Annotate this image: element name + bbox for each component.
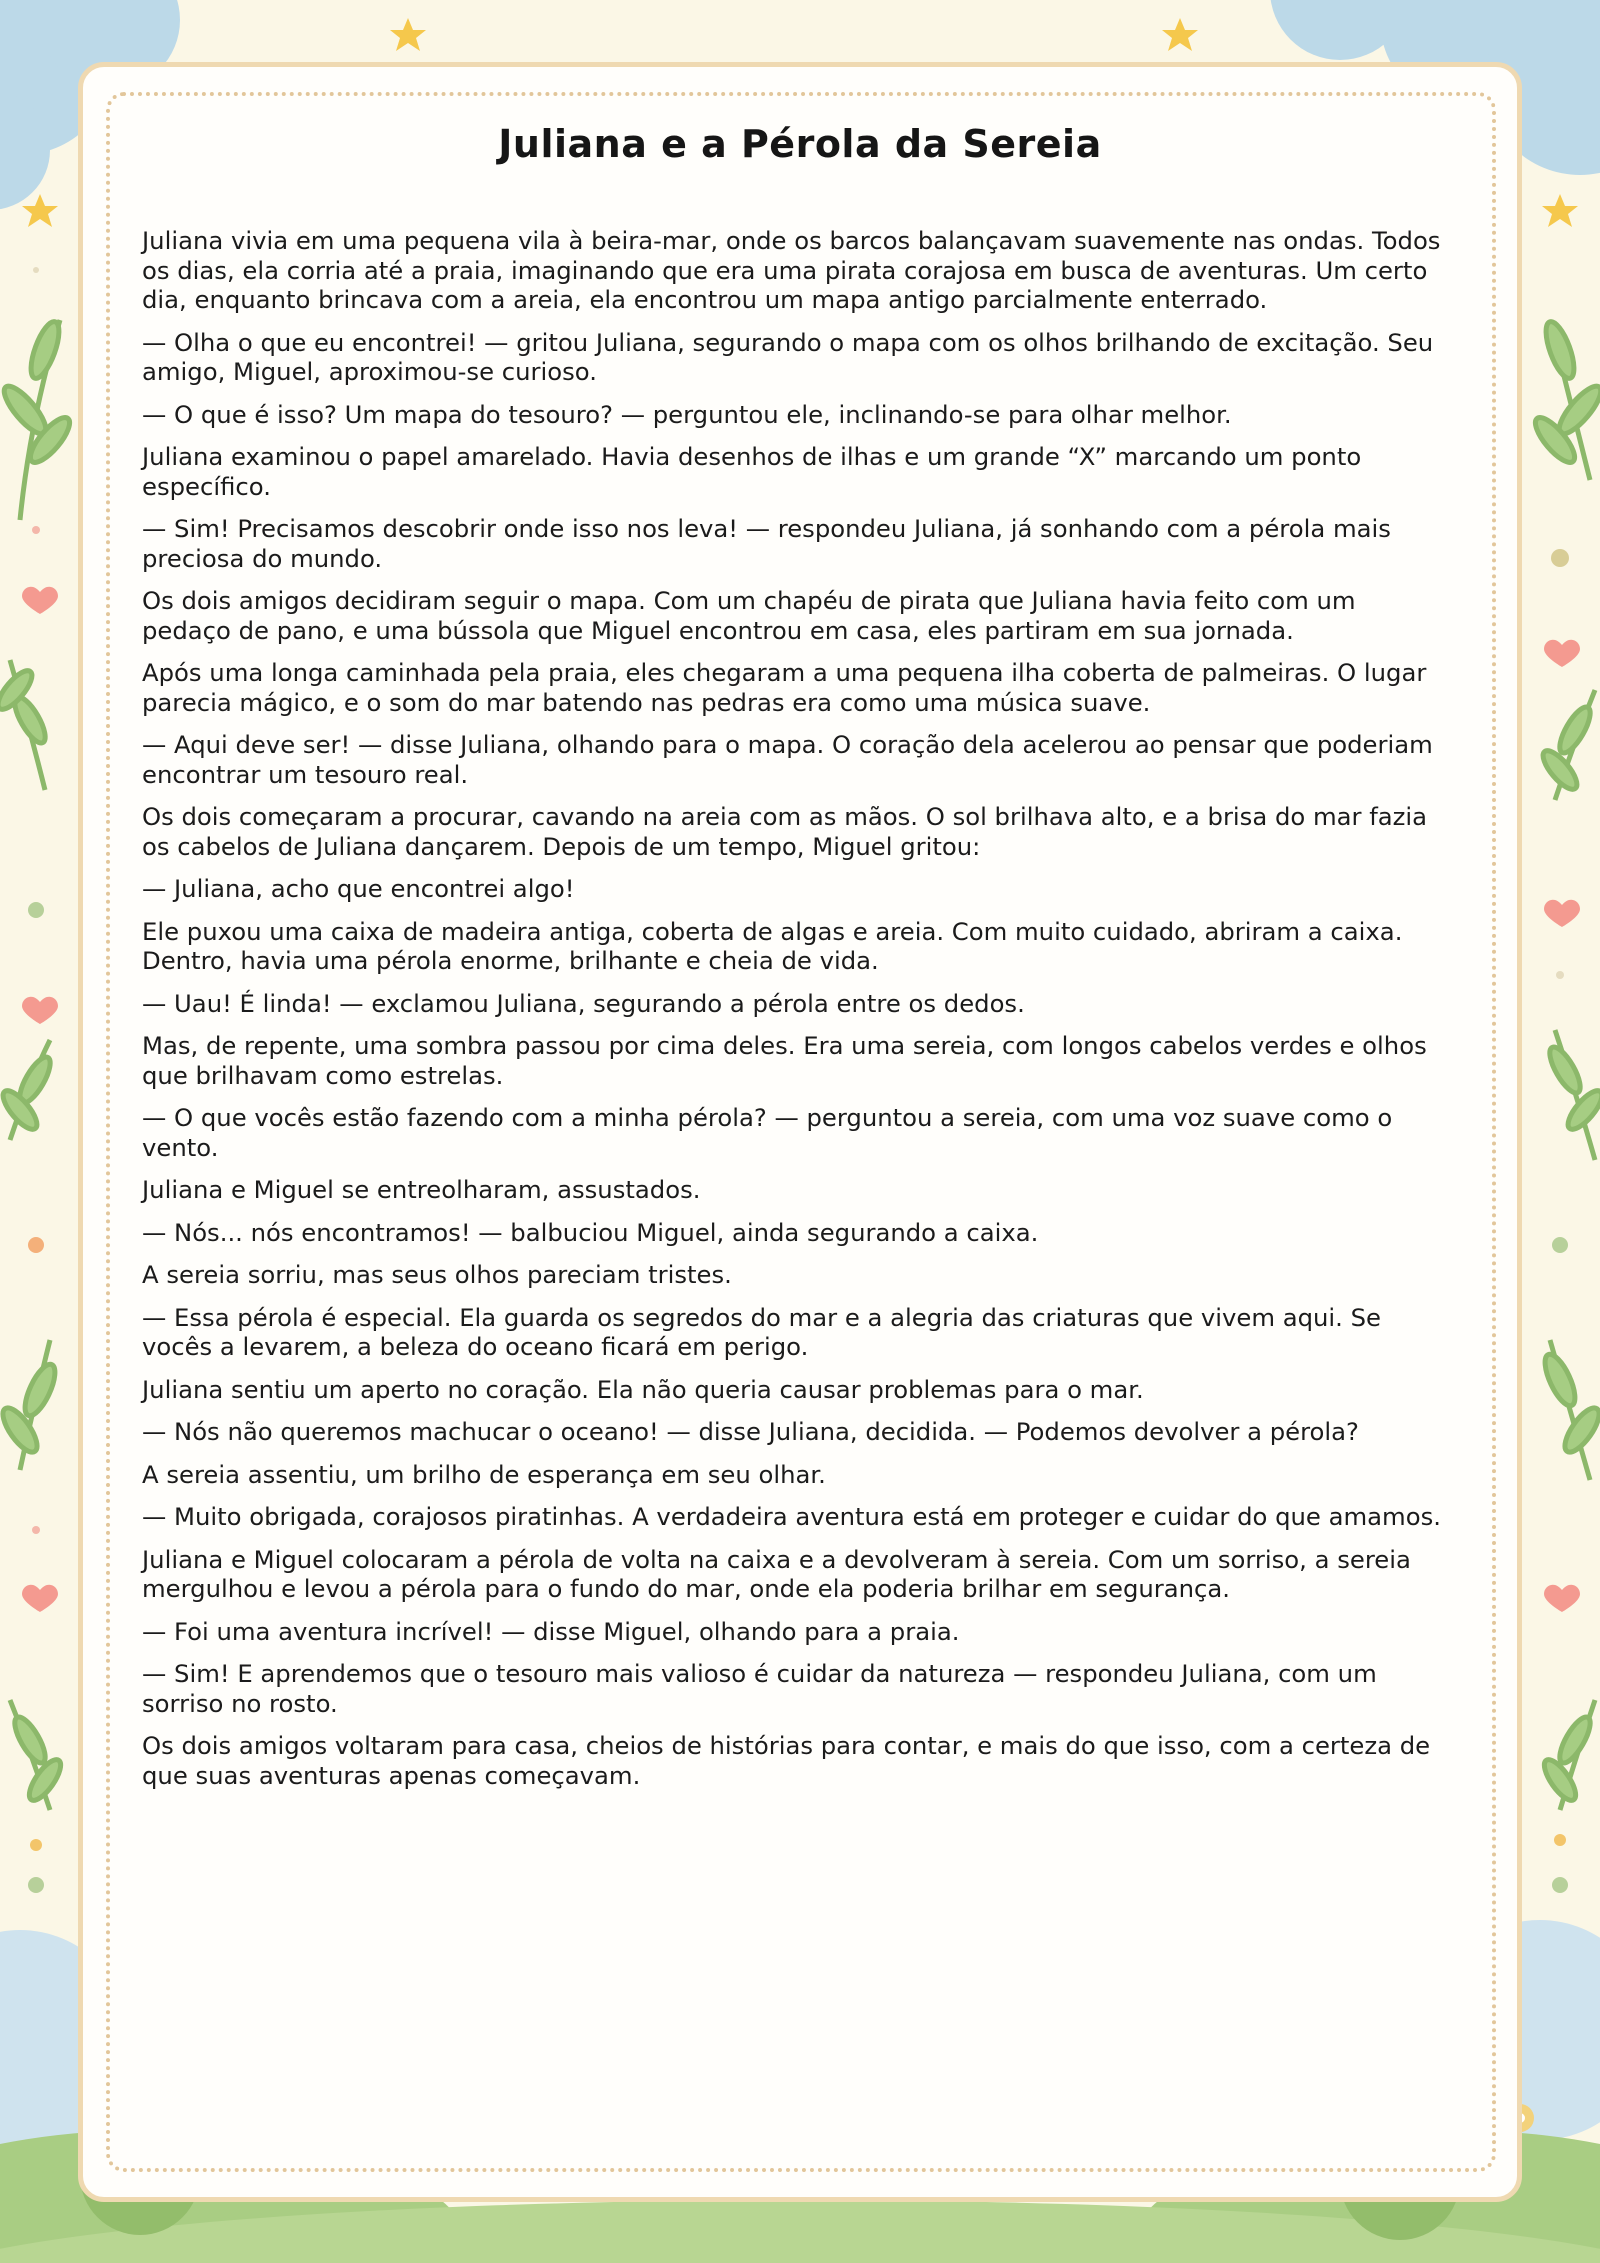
story-paragraph: — Nós... nós encontramos! — balbuciou Miguel, ainda segurando a caixa. bbox=[142, 1217, 1039, 1247]
story-paragraph: Juliana examinou o papel amarelado. Havia desenhos de ilhas e um grande “X” marcando um ponto específico. bbox=[142, 442, 1362, 501]
story-paragraph: Juliana vivia em uma pequena vila à beira-mar, onde os barcos balançavam suavemente nas ondas. Todos os dias, ela corria até a praia, imaginando que era uma pirata corajosa em busca de aventuras. Um certo dia, enquanto brincava com a areia, ela encontrou um mapa antigo parcialmente enterrado. bbox=[142, 226, 1441, 314]
story-paragraph: Os dois amigos voltaram para casa, cheios de histórias para contar, e mais do que isso, com a certeza de que suas aventuras apenas começavam. bbox=[142, 1731, 1431, 1790]
story-paragraph: Mas, de repente, uma sombra passou por cima deles. Era uma sereia, com longos cabelos verdes e olhos que brilhavam como estrelas. bbox=[142, 1031, 1427, 1090]
story-paragraph: — Uau! É linda! — exclamou Juliana, segurando a pérola entre os dedos. bbox=[142, 988, 1025, 1018]
story-body bbox=[142, 226, 1448, 1803]
story-paragraph: — Aqui deve ser! — disse Juliana, olhando para o mapa. O coração dela acelerou ao pensar que poderiam encontrar um tesouro real. bbox=[142, 730, 1433, 789]
story-paragraph: — O que vocês estão fazendo com a minha pérola? — perguntou a sereia, com uma voz suave como o vento. bbox=[142, 1103, 1393, 1162]
story-paragraph: — Olha o que eu encontrei! — gritou Juliana, segurando o mapa com os olhos brilhando de excitação. Seu amigo, Miguel, aproximou-se curioso. bbox=[142, 327, 1434, 386]
story-paragraph: — Nós não queremos machucar o oceano! — disse Juliana, decidida. — Podemos devolver a pérola? bbox=[142, 1417, 1359, 1446]
story-paragraph: Juliana e Miguel colocaram a pérola de volta na caixa e a devolveram à sereia. Com um sorriso, a sereia mergulhou e levou a pérola para o fundo do mar, onde ela poderia brilhar em segurança. bbox=[142, 1544, 1411, 1603]
story-paragraph: — Foi uma aventura incrível! — disse Miguel, olhando para a praia. bbox=[142, 1616, 960, 1646]
story-paragraph: Juliana sentiu um aperto no coração. Ela não queria causar problemas para o mar. bbox=[142, 1374, 1144, 1404]
story-paragraph: Os dois amigos decidiram seguir o mapa. Com um chapéu de pirata que Juliana havia feito com um pedaço de pano, e uma bússola que Miguel encontrou em casa, eles partiram em sua jornada. bbox=[142, 586, 1356, 645]
story-paragraph: — Sim! E aprendemos que o tesouro mais valioso é cuidar da natureza — respondeu Juliana, com um sorriso no rosto. bbox=[142, 1659, 1377, 1718]
story-paragraph: — Essa pérola é especial. Ela guarda os segredos do mar e a alegria das criaturas que vivem aqui. Se vocês a levarem, a beleza do oceano ficará em perigo. bbox=[142, 1302, 1381, 1361]
leaf-sprig-icon bbox=[0, 318, 76, 1810]
story-paragraph: — Juliana, acho que encontrei algo! bbox=[142, 874, 575, 903]
story-paragraph: Ele puxou uma caixa de madeira antiga, coberta de algas e areia. Com muito cuidado, abriram a caixa. Dentro, havia uma pérola enorme, brilhante e cheia de vida. bbox=[142, 916, 1403, 975]
story-paragraph: — Muito obrigada, corajosos piratinhas. A verdadeira aventura está em proteger e cuidar do que amamos. bbox=[142, 1502, 1441, 1531]
story-title: Juliana e a Pérola da Sereia bbox=[498, 122, 1102, 166]
leaf-sprig-icon bbox=[1529, 318, 1600, 1810]
story-paragraph: Após uma longa caminhada pela praia, eles chegaram a uma pequena ilha coberta de palmeiras. O lugar parecia mágico, e o som do mar batendo nas pedras era como uma música suave. bbox=[142, 658, 1427, 717]
story-paragraph: — Sim! Precisamos descobrir onde isso nos leva! — respondeu Juliana, já sonhando com a pérola mais preciosa do mundo. bbox=[142, 514, 1391, 573]
story-paragraph: A sereia sorriu, mas seus olhos pareciam tristes. bbox=[142, 1260, 732, 1289]
story-paragraph: Os dois começaram a procurar, cavando na areia com as mãos. O sol brilhava alto, e a brisa do mar fazia os cabelos de Juliana dançarem. Depois de um tempo, Miguel gritou: bbox=[142, 802, 1428, 861]
story-paragraph: A sereia assentiu, um brilho de esperança em seu olhar. bbox=[142, 1459, 826, 1489]
story-paragraph: — O que é isso? Um mapa do tesouro? — perguntou ele, inclinando-se para olhar melhor. bbox=[142, 399, 1232, 429]
story-paragraph: Juliana e Miguel se entreolharam, assustados. bbox=[142, 1175, 701, 1204]
